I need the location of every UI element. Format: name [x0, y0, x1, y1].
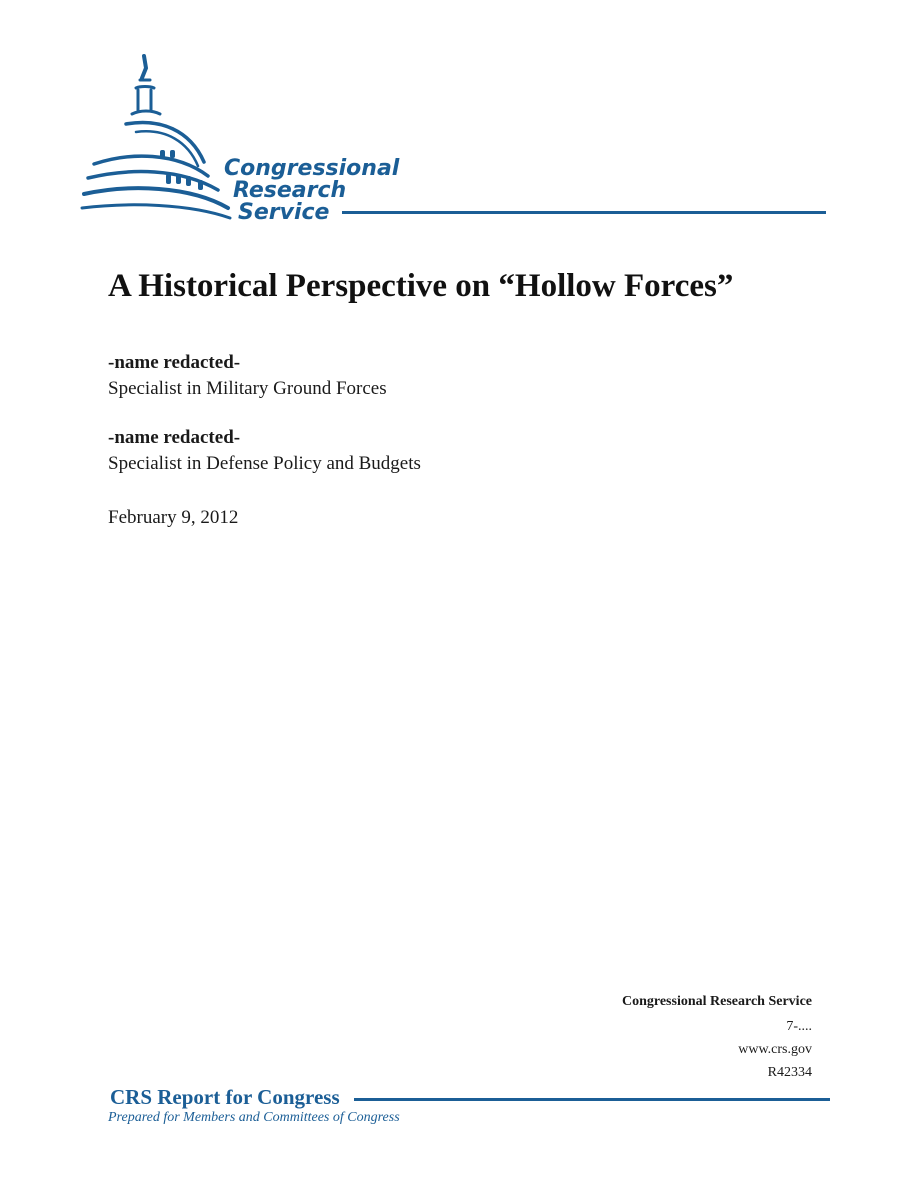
author-name: -name redacted- [108, 352, 241, 373]
footer-code: 7-.... [786, 1019, 812, 1034]
logo-text-service: Service [238, 200, 330, 225]
footer-info [622, 990, 812, 1084]
footer-report-number: R42334 [767, 1065, 812, 1080]
capitol-dome-icon [80, 52, 240, 222]
crs-logo [80, 52, 830, 232]
author-role: Specialist in Defense Policy and Budgets [108, 453, 421, 474]
series-title: CRS Report for Congress [110, 1085, 340, 1109]
report-date: February 9, 2012 [108, 507, 239, 528]
logo-divider [342, 211, 826, 214]
author-block [108, 350, 387, 402]
author-role: Specialist in Military Ground Forces [108, 378, 387, 399]
logo-text-congressional: Congressional [224, 156, 400, 181]
logo-text-research: Research [233, 178, 347, 203]
footer-org: Congressional Research Service [621, 994, 812, 1009]
series-subtitle: Prepared for Members and Committees of Congress [108, 1110, 400, 1125]
author-block [108, 425, 421, 477]
author-name: -name redacted- [108, 427, 241, 448]
footer-website[interactable]: www.crs.gov [738, 1042, 812, 1057]
report-title: A Historical Perspective on “Hollow Forces” [108, 268, 734, 304]
series-divider [354, 1098, 830, 1101]
